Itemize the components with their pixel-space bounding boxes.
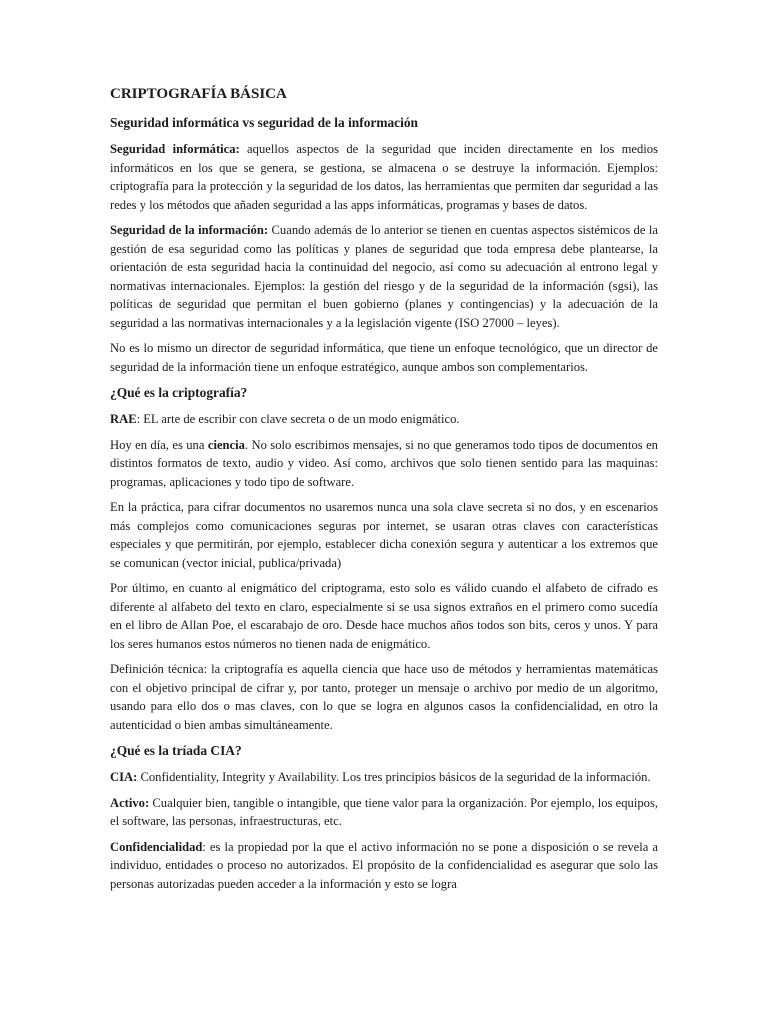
paragraph-enigmatico: Por último, en cuanto al enigmático del criptograma, esto solo es válido cuando el alfabeto de cifrado es diferente al alfabeto del texto en claro, especialmente si se usa signos extraños en el primero como sucedía en el libro de Allan Poe, el escarabajo de oro. Desde hace muchos años todos son bits, ceros y unos. Y para los seres humanos estos números no tienen nada de enigmático. xyxy=(110,581,658,651)
paragraph-text: : EL arte de escribir con clave secreta o de un modo enigmático. xyxy=(136,412,460,426)
section-heading-seguridad: Seguridad informática vs seguridad de la información xyxy=(110,115,418,130)
paragraph-text: : es la propiedad por la que el activo información no se pone a disposición o se revela a individuo, entidades o proceso no autorizados. El propósito de la confidencialidad es asegurar que solo las personas autorizadas pueden acceder a la información y esto se logra xyxy=(110,839,658,891)
term-label: Confidencialidad xyxy=(110,839,203,854)
term-label: Activo: xyxy=(110,795,150,810)
term-label: CIA: xyxy=(110,770,138,784)
document-title: CRIPTOGRAFÍA BÁSICA xyxy=(110,86,287,102)
paragraph-text: Cuando además de lo anterior se tienen en cuentas aspectos sistémicos de la gestión de esa seguridad como las políticas y planes de seguridad que toda empresa debe plantearse, la orientación de esta seguridad hacia la continuidad del negocio, así como su adecuación al entrono legal y normativas internacionales. Ejemplos: la gestión del riesgo y de la seguridad de la información (sgsi), las políticas de seguridad que permitan el buen gobierno (planes y contingencias) y la adecuación de la seguridad a las normativas internacionales y a la legislación vigente (ISO 27000 – leyes). xyxy=(110,223,659,330)
paragraph-text: aquellos aspectos de la seguridad que inciden directamente en los medios informáticos en los que se genera, se gestiona, se almacena o se destruye la información. Ejemplos: criptografía para la protección y la seguridad de los datos, las herramientas que permiten dar seguridad a las redes y los métodos que añaden seguridad a las apps informáticas, programas y bases de datos. xyxy=(110,142,658,212)
paragraph-text: . No solo escribimos mensajes, si no que generamos todo tipos de documentos en distintos formatos de texto, audio y video. Así como, archivos que solo tienen sentido para las maquinas: programas, aplicaciones y todo tipo de software. xyxy=(110,437,658,489)
paragraph-activo xyxy=(110,794,658,831)
paragraph-text: Confidentiality, Integrity y Availability. Los tres principios básicos de la seguridad de la información. xyxy=(137,770,651,784)
paragraph-seguridad-informacion xyxy=(110,221,658,332)
paragraph-practica: En la práctica, para cifrar documentos no usaremos nunca una sola clave secreta si no dos, y en escenarios más complejos como comunicaciones seguras por internet, se usaran otras claves con características especiales y que permitirán, por ejemplo, establecer dicha conexión segura y autenticar a los extremos que se comunican (vector inicial, publica/privada) xyxy=(110,500,658,570)
paragraph-text: Hoy en día, es una xyxy=(110,437,208,452)
paragraph-confidencialidad xyxy=(110,838,658,894)
paragraph-ciencia xyxy=(110,436,658,492)
term-label: Seguridad de la información: xyxy=(110,223,269,237)
paragraph-rae xyxy=(110,410,658,429)
paragraph-director-comparison: No es lo mismo un director de seguridad informática, que tiene un enfoque tecnológico, que un director de seguridad de la información tiene un enfoque estratégico, aunque ambos son complementarios. xyxy=(110,341,658,374)
section-heading-criptografia: ¿Qué es la criptografía? xyxy=(110,385,248,400)
section-heading-triada-cia: ¿Qué es la tríada CIA? xyxy=(110,743,242,758)
paragraph-cia xyxy=(110,768,658,787)
term-label: RAE xyxy=(110,412,137,426)
term-label: ciencia xyxy=(207,437,245,452)
paragraph-definicion-tecnica: Definición técnica: la criptografía es aquella ciencia que hace uso de métodos y herramientas matemáticas con el objetivo principal de cifrar y, por tanto, proteger un mensaje o archivo por medio de un algoritmo, usando para ello dos o mas claves, con lo que se logra en algunos casos la confidencialidad, en otro la autenticidad o bien ambas simultáneamente. xyxy=(110,662,658,732)
paragraph-seguridad-informatica xyxy=(110,140,658,214)
document-page xyxy=(110,84,658,900)
paragraph-text: Cualquier bien, tangible o intangible, que tiene valor para la organización. Por ejemplo, los equipos, el software, las personas, infraestructuras, etc. xyxy=(110,795,658,828)
term-label: Seguridad informática: xyxy=(110,142,240,156)
